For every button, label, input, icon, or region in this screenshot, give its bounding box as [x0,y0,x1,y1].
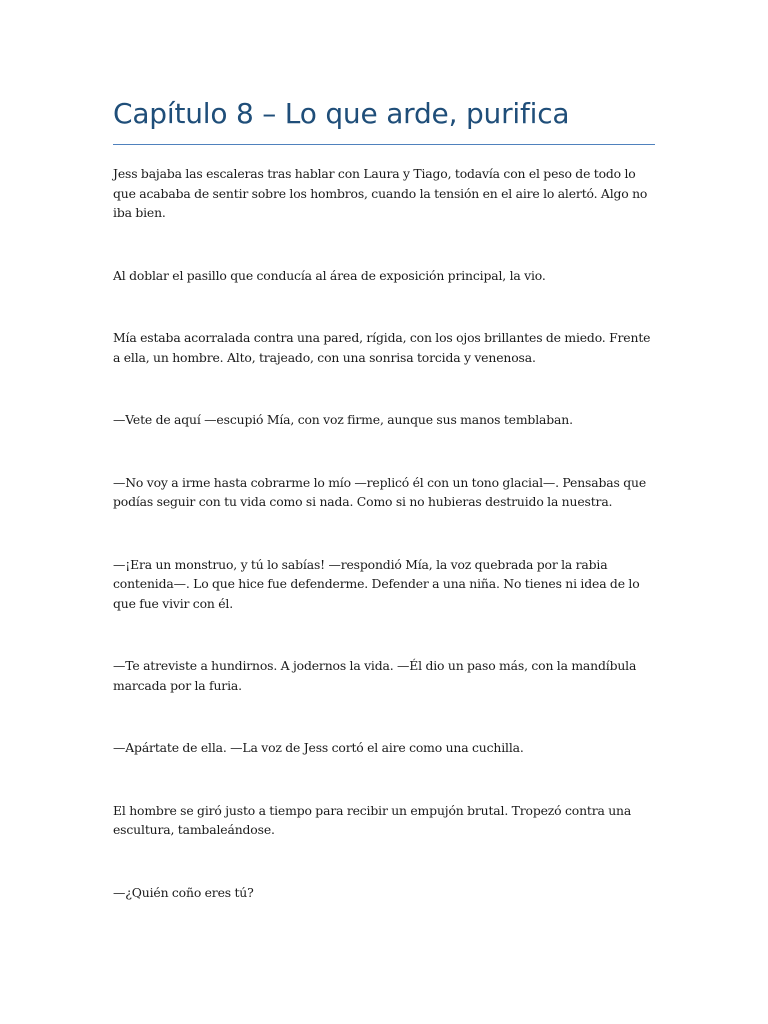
paragraph-6: —¡Era un monstruo, y tú lo sabías! —respondió Mía, la voz quebrada por la rabia contenida—. Lo que hice fue defenderme. Defender a una niña. No tienes ni idea de lo que fue vivir con él. [113,556,640,611]
paragraph-3: Mía estaba acorralada contra una pared, rígida, con los ojos brillantes de miedo. Frente a ella, un hombre. Alto, trajeado, con una sonrisa torcida y venenosa. [113,330,651,365]
paragraph-5: —No voy a irme hasta cobrarme lo mío —replicó él con un tono glacial—. Pensabas que podías seguir con tu vida como si nada. Como si no hubieras destruido la nuestra. [113,474,647,509]
paragraph-10: —¿Quién coño eres tú? [113,884,254,900]
paragraph-9: El hombre se giró justo a tiempo para recibir un empujón brutal. Tropezó contra una escultura, tambaleándose. [113,802,632,837]
document-page [113,94,655,945]
paragraph-7: —Te atreviste a hundirnos. A jodernos la vida. —Él dio un paso más, con la mandíbula marcada por la furia. [113,658,637,693]
title-underline-rule [113,144,655,145]
paragraph-8: —Apártate de ella. —La voz de Jess cortó el aire como una cuchilla. [113,740,524,755]
body-text [113,164,655,902]
paragraph-1: Jess bajaba las escaleras tras hablar con Laura y Tiago, todavía con el peso de todo lo que acababa de sentir sobre los hombros, cuando la tensión en el aire lo alertó. Algo no iba bien. [113,166,648,220]
chapter-title: Capítulo 8 – Lo que arde, purifica [113,97,570,130]
paragraph-2: Al doblar el pasillo que conducía al área de exposición principal, la vio. [113,267,546,283]
paragraph-4: —Vete de aquí —escupió Mía, con voz firme, aunque sus manos temblaban. [113,412,573,427]
